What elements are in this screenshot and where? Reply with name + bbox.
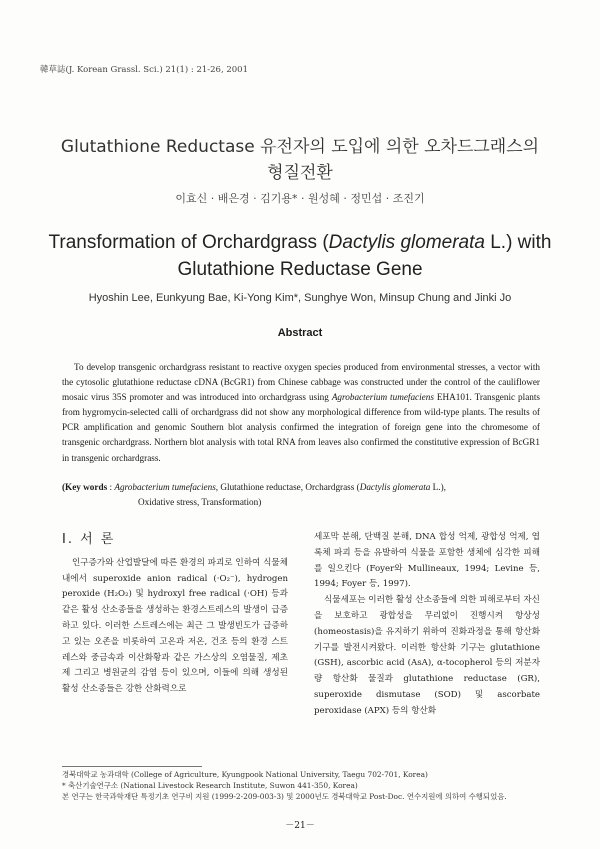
footnote-affiliation: 경북대학교 농과대학 (College of Agriculture, Kyungpook National University, Taegu 702-701, Korea) <box>62 770 428 779</box>
title-part: L.) with <box>484 232 552 253</box>
korean-title-line1: Glutathione Reductase 유전자의 도입에 의한 오차드그래스의 <box>60 137 540 157</box>
abstract-text: EHA101. Transgenic plants from hygromycin-selected calli of orchardgrass did not show any morphological difference from wild-type plants. The results of PCR amplification and genomic Southern blot analysis confirmed the integration of foreign gene into the chromesome of transgenic orchardgrass. Northern blot analysis with total RNA from leaves also confirmed the constitutive expression of BcGR1 in transgenic orchardgrass. <box>62 392 541 463</box>
keywords-line2: Oxidative stress, Transformation) <box>138 497 262 508</box>
abstract-text: To develop transgenic orchardgrass resistant to reactive oxygen species produced from environmental stresses, a vector with the cytosolic glutathione reductase cDNA (BcGR1) from Chinese cabbage was constructed under the control of the cauliflower mosaic virus 35S promoter and was introduced into orchardgrass using <box>62 362 540 403</box>
title-species: Dactylis glomerata <box>328 232 485 253</box>
abstract-species: Agrobacterium tumefaciens <box>331 392 434 403</box>
keywords-colon: : <box>107 482 115 492</box>
abstract-body <box>62 360 540 466</box>
footnote-funding: 본 연구는 한국과학재단 특정기초 연구비 지원 (1999-2-209-003-3) 및 2000년도 경북대학교 Post-Doc. 연수지원에 의하여 수행되었음. <box>62 792 507 802</box>
keyword-italic: Dactylis glomerata <box>359 482 431 492</box>
keyword-italic: Agrobacterium tumefaciens <box>114 482 216 492</box>
intro-left-column <box>62 532 288 698</box>
journal-header: 韓草誌(J. Korean Grassl. Sci.) 21(1) : 21-26, 2001 <box>40 65 248 75</box>
footnote-affiliation: * 축산기술연구소 (National Livestock Research Institute, Suwon 441-350, Korea) <box>62 781 358 791</box>
section-heading: I. 서 론 <box>62 532 116 547</box>
keywords-line1 <box>62 480 540 495</box>
english-authors: Hyoshin Lee, Eunkyung Bae, Ki-Yong Kim*, Sunghye Won, Minsup Chung and Jinki Jo <box>88 292 512 304</box>
english-title-line2: Glutathione Reductase Gene <box>177 259 423 280</box>
intro-paragraph: 세포막 분해, 단백질 분해, DNA 합성 억제, 광합성 억제, 엽록체 파괴 등을 유발하여 식물을 포함한 생체에 심각한 피해를 일으킨다 (Foyer와 Mullineaux, 1994; Levine 등, 1994; Foyer 등, 1997). <box>314 532 540 590</box>
page-number: －21－ <box>285 821 315 831</box>
keywords <box>62 480 540 510</box>
footnote-divider <box>62 766 202 767</box>
intro-paragraph: 식물세포는 이러한 활성 산소종들에 의한 피해로부터 자신을 보호하고 광합성을 무리없이 진행시켜 항상성 (homeostasis)을 유지하기 위하여 진화과정을 통해 항산화 기구를 발전시켜왔다. 이러한 항산화 기구는 glutathione (GSH), ascorbic acid (AsA), α-tocopherol 등의 저분자량 항산화 물질과 glutathione reductase (GR), superoxide dismutase (SOD) 및 ascorbate peroxidase (APX) 등의 항산화 <box>314 595 540 716</box>
intro-right-column <box>314 530 540 720</box>
keywords-label: (Key words <box>62 482 108 492</box>
korean-title-line2: 형질전환 <box>267 163 333 183</box>
intro-paragraph: 인구증가와 산업발달에 따른 환경의 파괴로 인하여 식물체 내에서 superoxide anion radical (·O₂⁻), hydrogen peroxide (H₂O₂) 및 hydroxyl free radical (·OH) 등과 같은 활성 산소종들을 생성하는 환경스트레스의 발생이 급증하고 있다. 이러한 스트레스에는 최근 그 발생빈도가 급증하고 있는 오존을 비롯하여 고온과 저온, 건조 등의 환경 스트레스와 중금속과 이산화황과 같은 가스상의 오염물질, 제초제 그리고 병원균의 감염 등이 있으며, 이들에 의해 생성된 활성 산소종들은 강한 산화력으로 <box>62 557 288 695</box>
english-title-line1 <box>0 232 600 254</box>
abstract-heading: Abstract <box>277 327 323 339</box>
korean-authors: 이효신 · 배은경 · 김기용* · 원성혜 · 정민섭 · 조진기 <box>175 192 425 205</box>
title-part: Transformation of Orchardgrass ( <box>48 232 329 253</box>
abstract-paragraph <box>62 360 540 466</box>
footnotes <box>62 769 540 803</box>
keyword-text: , Glutathione reductase, Orchardgrass ( <box>215 482 360 492</box>
keyword-text: L.), <box>430 482 446 492</box>
